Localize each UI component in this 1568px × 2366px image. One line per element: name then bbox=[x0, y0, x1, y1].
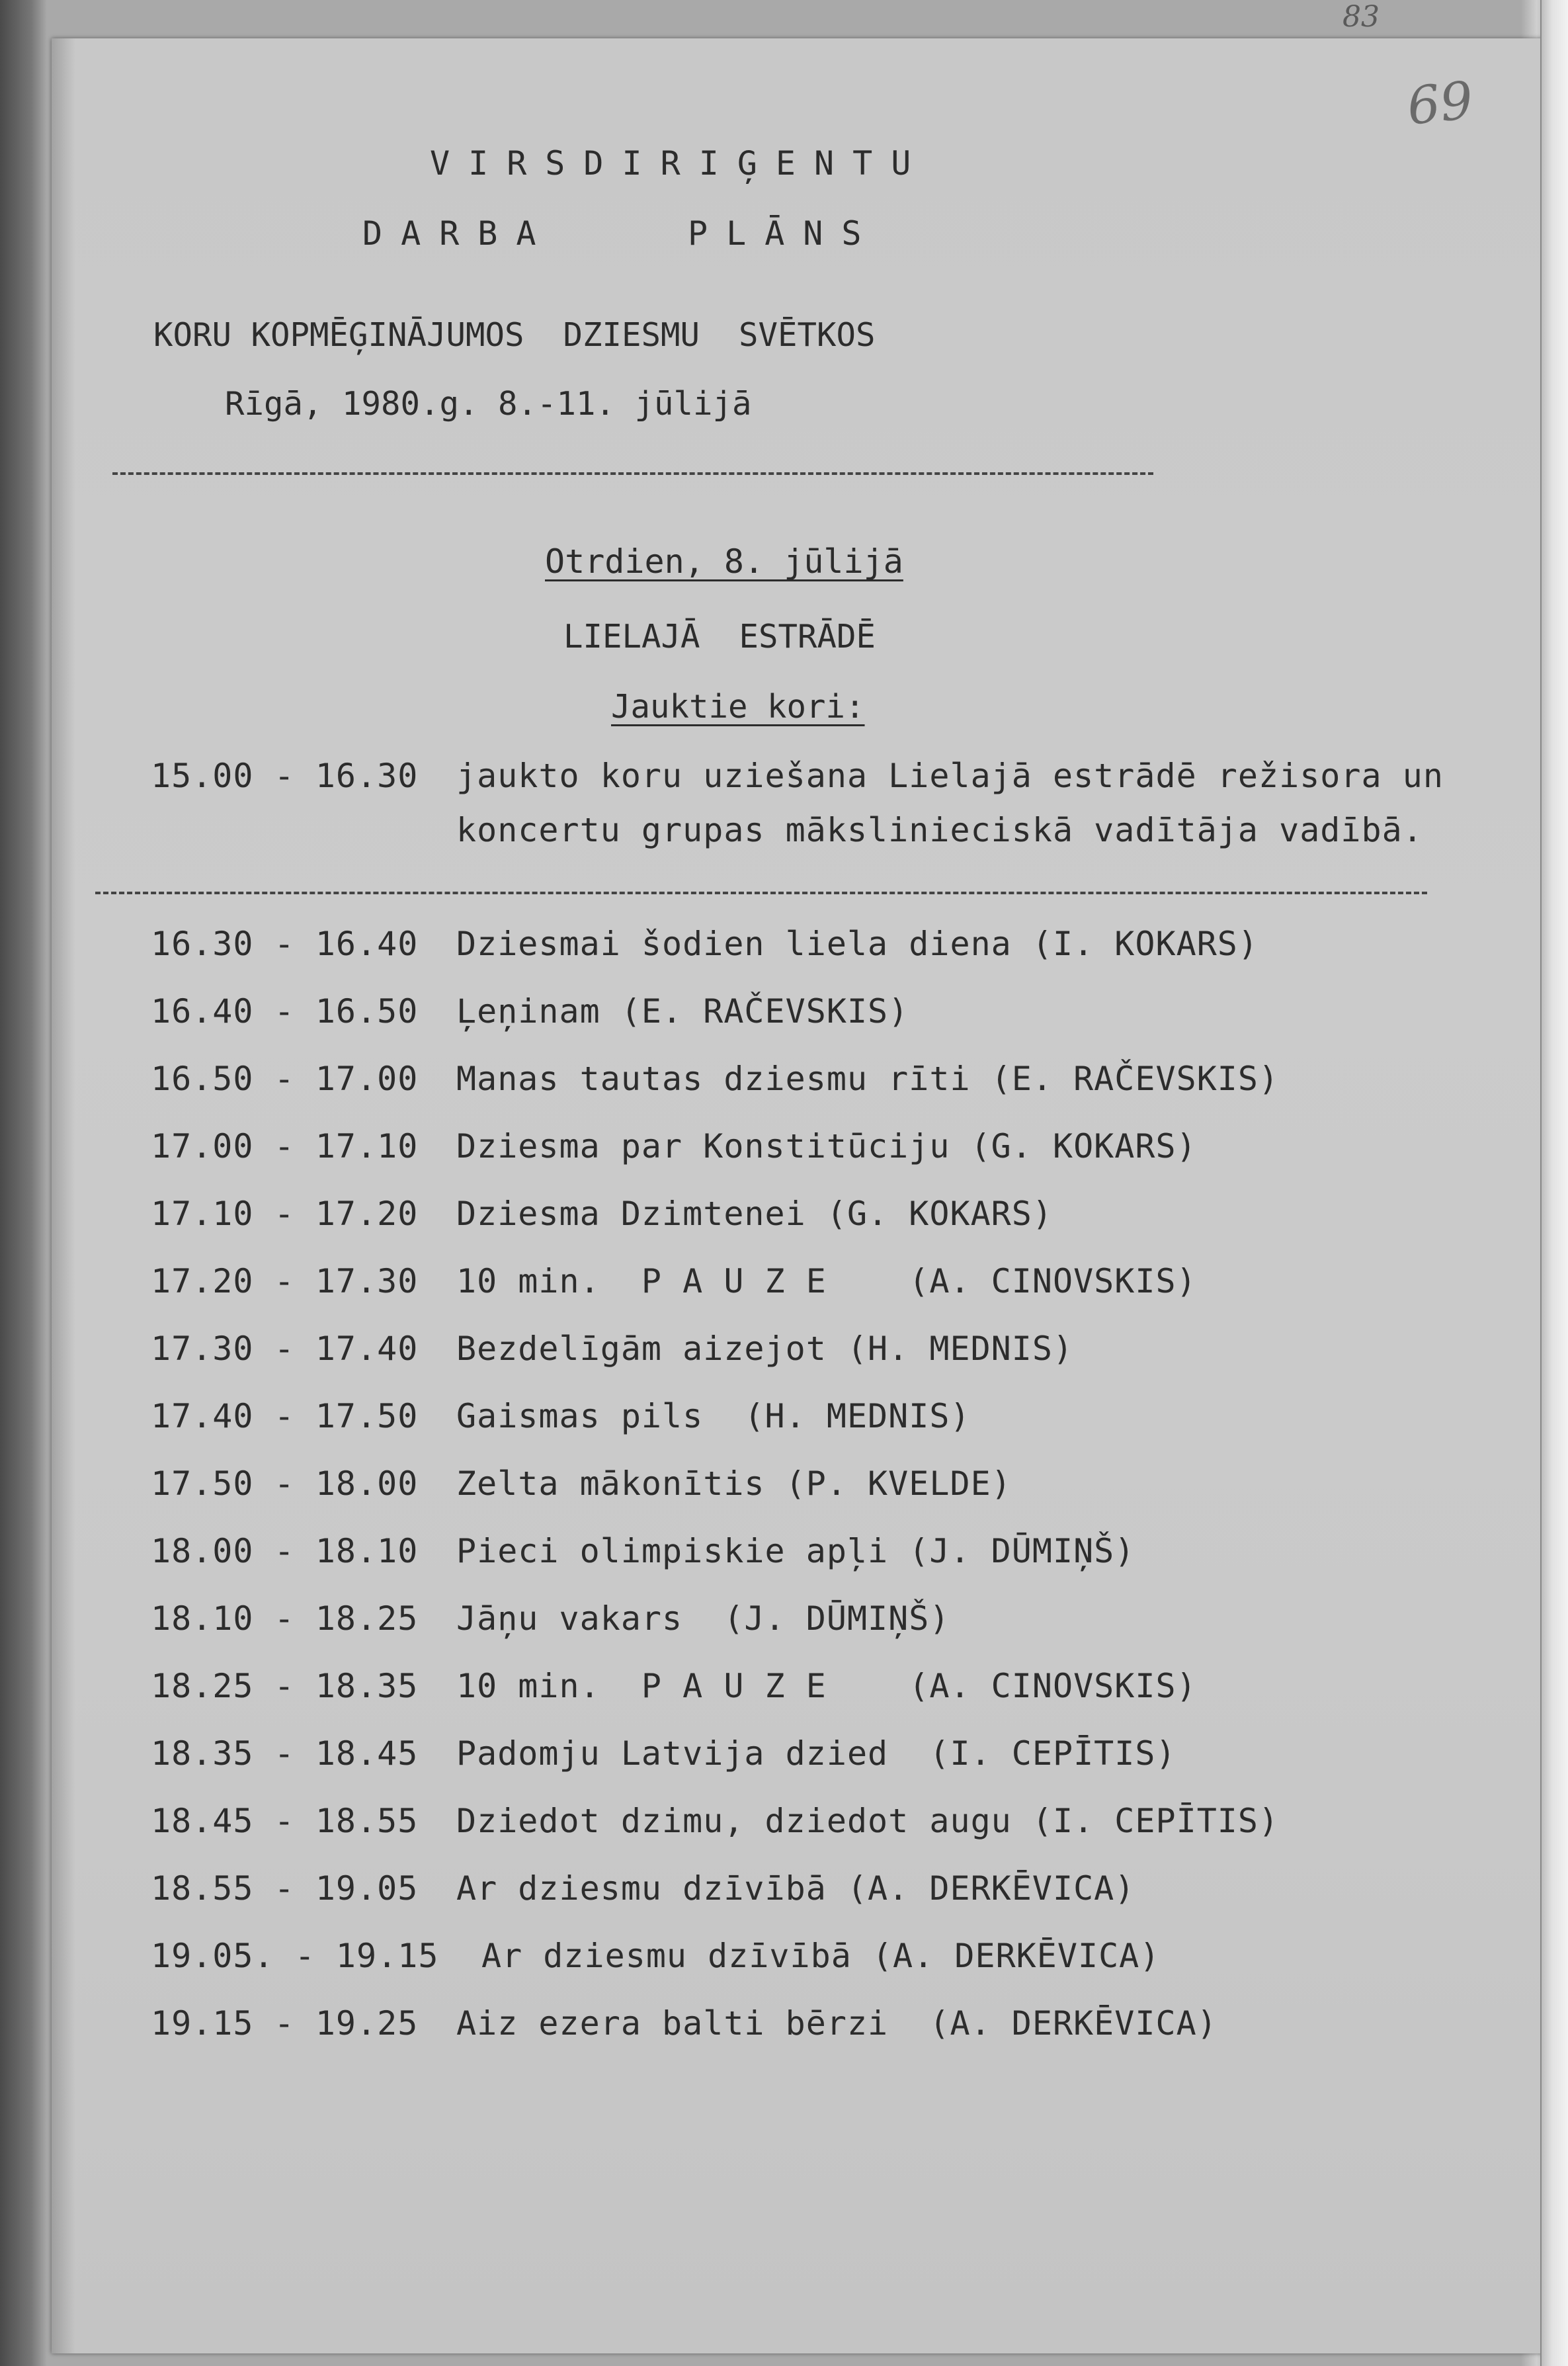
place-and-date: Rīgā, 1980.g. 8.-11. jūlijā bbox=[225, 385, 752, 423]
intro-text-line-2: koncertu grupas mākslinieciskā vadītāja vadībā. bbox=[456, 811, 1423, 849]
schedule-time: 17.40 - 17.50 bbox=[151, 1397, 419, 1435]
schedule-row bbox=[151, 1464, 1506, 1511]
schedule-row bbox=[151, 992, 1506, 1038]
schedule-time: 17.50 - 18.00 bbox=[151, 1464, 419, 1503]
schedule-row bbox=[151, 1262, 1506, 1308]
schedule-item: Aiz ezera balti bērzi (A. DERKĒVICA) bbox=[456, 2004, 1217, 2043]
schedule-time: 18.45 - 18.55 bbox=[151, 1802, 419, 1840]
schedule-time: 17.20 - 17.30 bbox=[151, 1262, 419, 1300]
schedule-row bbox=[151, 1937, 1506, 1983]
divider-middle bbox=[95, 892, 1427, 894]
schedule-time: 18.00 - 18.10 bbox=[151, 1532, 419, 1570]
divider-top bbox=[112, 472, 1153, 475]
schedule-item: Zelta mākonītis (P. KVELDE) bbox=[456, 1464, 1012, 1503]
schedule-row bbox=[151, 2004, 1506, 2050]
intro-text-line-1: jaukto koru uziešana Lielajā estrādē režisora un bbox=[456, 757, 1444, 795]
schedule-row bbox=[151, 1330, 1506, 1376]
schedule-item: Ar dziesmu dzīvībā (A. DERKĒVICA) bbox=[456, 1869, 1135, 1908]
schedule-item: Ļeņinam (E. RAČEVSKIS) bbox=[456, 992, 909, 1031]
schedule-item: Bezdelīgām aizejot (H. MEDNIS) bbox=[456, 1330, 1074, 1368]
schedule-row bbox=[151, 925, 1506, 971]
handwritten-folio-number: 69 bbox=[1404, 71, 1476, 137]
schedule-item: 10 min. P A U Z E (A. CINOVSKIS) bbox=[456, 1667, 1197, 1705]
schedule-item: Padomju Latvija dzied (I. CEPĪTIS) bbox=[456, 1734, 1176, 1773]
schedule-time: 19.15 - 19.25 bbox=[151, 2004, 419, 2043]
schedule-row bbox=[151, 1060, 1506, 1106]
document-title-word-1: DARBA bbox=[362, 214, 555, 253]
schedule-time: 18.10 - 18.25 bbox=[151, 1599, 419, 1638]
intro-time: 15.00 - 16.30 bbox=[151, 757, 419, 795]
group-heading: Jauktie kori: bbox=[611, 688, 865, 726]
intro-row-continued bbox=[151, 811, 1506, 857]
document-title: VIRSDIRIĢENTU bbox=[430, 144, 930, 183]
schedule-row bbox=[151, 1599, 1506, 1646]
schedule-time: 16.30 - 16.40 bbox=[151, 925, 419, 963]
schedule-item: Ar dziesmu dzīvībā (A. DERKĒVICA) bbox=[481, 1937, 1161, 1975]
schedule-item: Dziesma par Konstitūciju (G. KOKARS) bbox=[456, 1127, 1197, 1165]
schedule-row bbox=[151, 1532, 1506, 1578]
schedule-time: 17.10 - 17.20 bbox=[151, 1195, 419, 1233]
schedule-item: Pieci olimpiskie apļi (J. DŪMIŅŠ) bbox=[456, 1532, 1135, 1570]
schedule-item: Dziesma Dzimtenei (G. KOKARS) bbox=[456, 1195, 1053, 1233]
schedule-row bbox=[151, 1397, 1506, 1443]
typewritten-page bbox=[52, 38, 1545, 2353]
schedule-time: 18.55 - 19.05 bbox=[151, 1869, 419, 1908]
schedule-item: Gaismas pils (H. MEDNIS) bbox=[456, 1397, 971, 1435]
schedule-item: Dziedot dzimu, dziedot augu (I. CEPĪTIS) bbox=[456, 1802, 1280, 1840]
venue-heading: LIELAJĀ ESTRĀDĒ bbox=[563, 618, 876, 655]
schedule-item: Dziesmai šodien liela diena (I. KOKARS) bbox=[456, 925, 1259, 963]
schedule-row bbox=[151, 1869, 1506, 1916]
schedule-time: 17.30 - 17.40 bbox=[151, 1330, 419, 1368]
schedule-row bbox=[151, 1734, 1506, 1781]
schedule-item: Manas tautas dziesmu rīti (E. RAČEVSKIS) bbox=[456, 1060, 1280, 1098]
schedule-time: 19.05. - 19.15 bbox=[151, 1937, 439, 1975]
schedule-time: 18.35 - 18.45 bbox=[151, 1734, 419, 1773]
schedule-time: 18.25 - 18.35 bbox=[151, 1667, 419, 1705]
page-stack-edge bbox=[1540, 0, 1568, 2366]
schedule-row bbox=[151, 1195, 1506, 1241]
schedule-item: Jāņu vakars (J. DŪMIŅŠ) bbox=[456, 1599, 950, 1638]
schedule-row bbox=[151, 1127, 1506, 1173]
schedule-item: 10 min. P A U Z E (A. CINOVSKIS) bbox=[456, 1262, 1197, 1300]
handwritten-corner-mark: 83 bbox=[1342, 0, 1380, 34]
schedule-time: 16.40 - 16.50 bbox=[151, 992, 419, 1031]
intro-row bbox=[151, 757, 1506, 803]
schedule-row bbox=[151, 1667, 1506, 1713]
schedule-row bbox=[151, 1802, 1506, 1848]
document-subtitle: KORU KOPMĒĢINĀJUMOS DZIESMU SVĒTKOS bbox=[153, 316, 876, 354]
schedule-time: 16.50 - 17.00 bbox=[151, 1060, 419, 1098]
document-title-word-2: PLĀNS bbox=[688, 214, 880, 253]
day-heading: Otrdien, 8. jūlijā bbox=[545, 542, 903, 581]
schedule-time: 17.00 - 17.10 bbox=[151, 1127, 419, 1165]
